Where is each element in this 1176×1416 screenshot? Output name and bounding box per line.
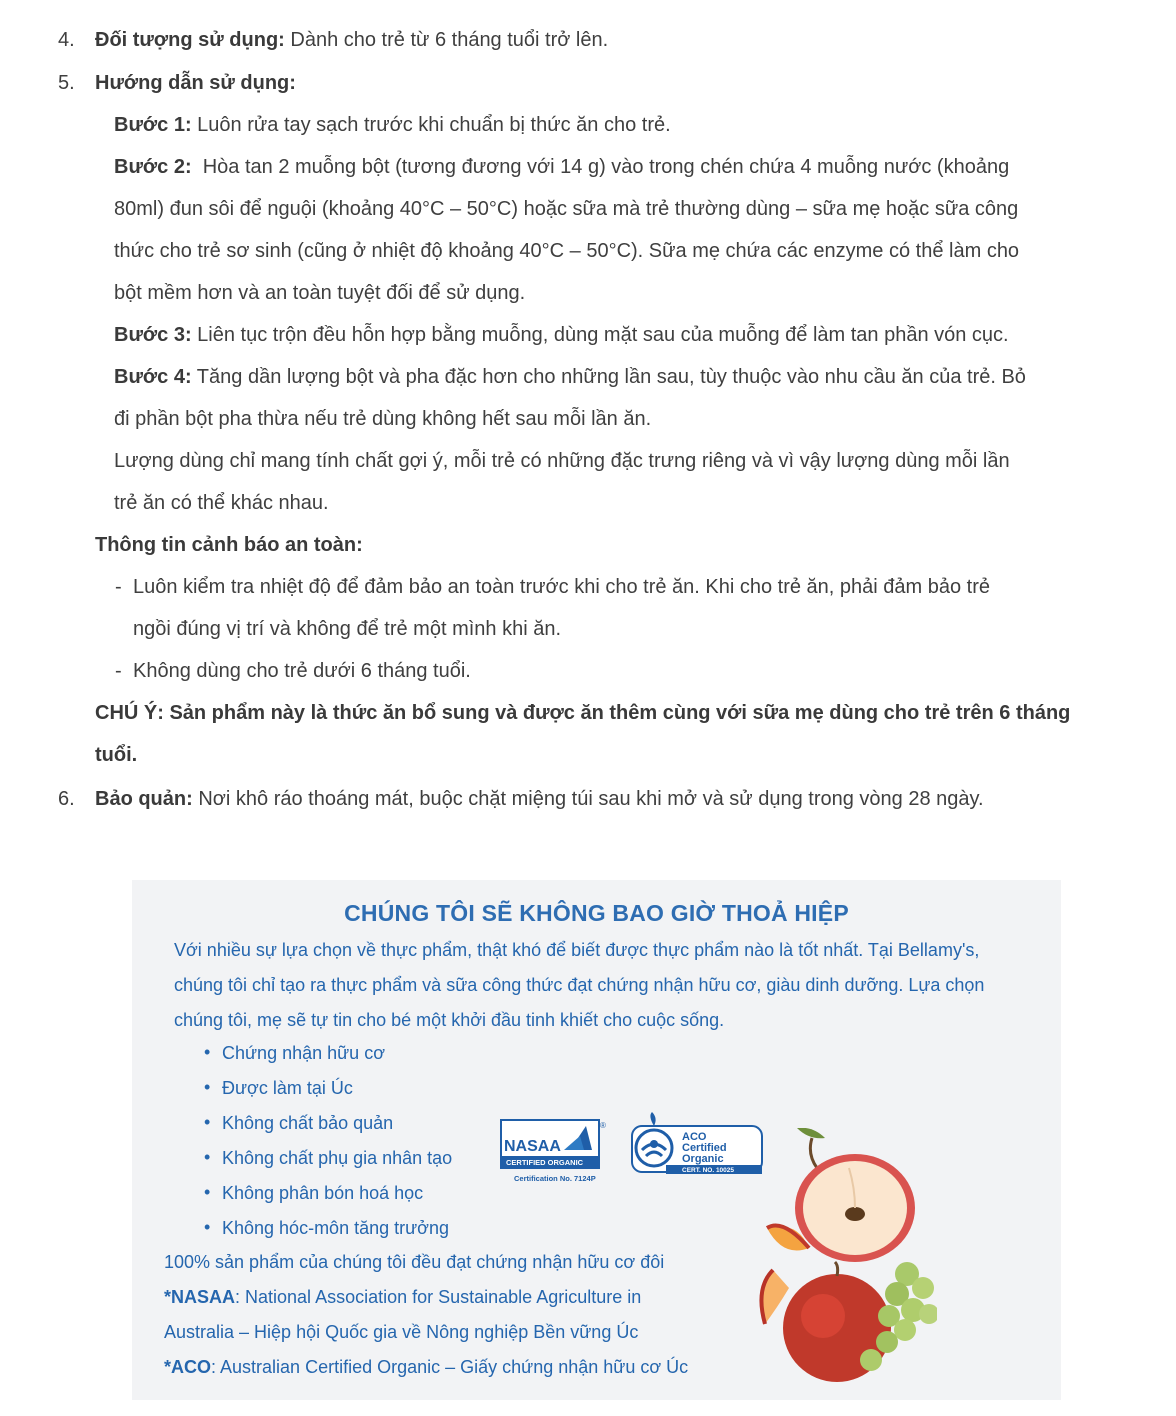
bullet-icon: •	[204, 1077, 211, 1097]
step-2-text: Hòa tan 2 muỗng bột (tương đương với 14 g) vào trong chén chứa 4 muỗng nước (khoảng	[191, 156, 1010, 178]
fruit-illustration-graphic	[737, 1128, 937, 1390]
section-6-number: 6.	[58, 788, 75, 810]
feature-item: Không chất bảo quản	[222, 1113, 394, 1133]
step-4	[114, 363, 1026, 391]
banner-intro-line-2: chúng tôi chỉ tạo ra thực phẩm và sữa công thức đạt chứng nhận hữu cơ, giàu dinh dưỡng. Lựa chọn	[174, 975, 985, 995]
nasaa-logo-name: NASAA	[504, 1138, 561, 1155]
caution-note: CHÚ Ý: Sản phẩm này là thức ăn bổ sung và được ăn thêm cùng với sữa mẹ dùng cho trẻ trên 6 tháng	[95, 702, 1071, 724]
double-certified-note: 100% sản phẩm của chúng tôi đều đạt chứng nhận hữu cơ đôi	[164, 1252, 665, 1272]
safety-item-1-line-2: ngồi đúng vị trí và không để trẻ một mình khi ăn.	[133, 618, 562, 640]
step-2-label: Bước 2:	[114, 156, 192, 178]
feature-item: Không phân bón hoá học	[222, 1183, 424, 1203]
section-6-label: Bảo quản:	[95, 788, 193, 810]
step-2	[114, 153, 1009, 181]
section-4-number: 4.	[58, 29, 75, 51]
step-4-label: Bước 4:	[114, 366, 192, 388]
section-4-text: Dành cho trẻ từ 6 tháng tuổi trở lên.	[284, 29, 609, 51]
feature-item: Chứng nhận hữu cơ	[222, 1043, 386, 1063]
nasaa-logo-sub: CERTIFIED ORGANIC	[506, 1158, 584, 1167]
banner-intro-line-1: Với nhiều sự lựa chọn về thực phẩm, thật khó để biết được thực phẩm nào là tốt nhất. Tại Bellamy's,	[174, 940, 980, 960]
bullet-icon: •	[204, 1217, 211, 1237]
step-1	[114, 111, 671, 139]
feature-item: Không hóc-môn tăng trưởng	[222, 1218, 449, 1238]
step-1-text: Luôn rửa tay sạch trước khi chuẩn bị thức ăn cho trẻ.	[191, 114, 671, 136]
nasaa-logo	[500, 1118, 610, 1188]
safety-item-2-text: Không dùng cho trẻ dưới 6 tháng tuổi.	[133, 660, 471, 682]
step-3-text: Liên tục trộn đều hỗn hợp bằng muỗng, dùng mặt sau của muỗng để làm tan phần vón cục.	[191, 324, 1009, 346]
step-3-label: Bước 3:	[114, 324, 192, 346]
aco-logo-line-2: Certified	[682, 1142, 727, 1154]
banner-title: CHÚNG TÔI SẼ KHÔNG BAO GIỜ THOẢ HIỆP	[344, 900, 849, 926]
feature-item: Không chất phụ gia nhân tạo	[222, 1148, 453, 1168]
section-5-label: Hướng dẫn sử dụng:	[95, 72, 296, 94]
aco-logo-line-3: Organic	[682, 1153, 724, 1165]
bullet-icon: •	[204, 1147, 211, 1167]
feature-item: Được làm tại Úc	[222, 1078, 353, 1098]
step-2-line-2: 80ml) đun sôi để nguội (khoảng 40°C – 50°C) hoặc sữa mà trẻ thường dùng – sữa mẹ hoặc sữa công	[114, 198, 1019, 220]
dash-bullet: -	[115, 660, 122, 682]
nasaa-logo-graphic	[500, 1118, 610, 1188]
step-1-label: Bước 1:	[114, 114, 192, 136]
banner-intro-line-3: chúng tôi, mẹ sẽ tự tin cho bé một khởi đầu tinh khiết cho cuộc sống.	[174, 1010, 725, 1030]
fruit-illustration	[737, 1128, 937, 1390]
safety-heading: Thông tin cảnh báo an toàn:	[95, 534, 363, 556]
step-2-line-4: bột mềm hơn và an toàn tuyệt đối để sử dụng.	[114, 282, 526, 304]
promo-banner	[132, 880, 1061, 1400]
section-6-text: Nơi khô ráo thoáng mát, buộc chặt miệng túi sau khi mở và sử dụng trong vòng 28 ngày.	[192, 788, 984, 810]
step-2-line-3: thức cho trẻ sơ sinh (cũng ở nhiệt độ khoảng 40°C – 50°C). Sữa mẹ chứa các enzyme có thể làm cho	[114, 240, 1020, 262]
safety-item-1-text: Luôn kiểm tra nhiệt độ để đảm bảo an toàn trước khi cho trẻ ăn. Khi cho trẻ ăn, phải đảm bảo trẻ	[133, 576, 991, 598]
bullet-icon: •	[204, 1112, 211, 1132]
aco-logo-cert: CERT. NO. 10025	[682, 1167, 735, 1174]
dash-bullet: -	[115, 576, 122, 598]
step-4-line-2: đi phần bột pha thừa nếu trẻ dùng không hết sau mỗi lần ăn.	[114, 408, 652, 430]
aco-logo-line-1: ACO	[682, 1131, 707, 1143]
nasaa-logo-cert: Certification No. 7124P	[514, 1174, 596, 1183]
step-4-text: Tăng dần lượng bột và pha đặc hơn cho những lần sau, tùy thuộc vào nhu cầu ăn của trẻ. Bỏ	[191, 366, 1026, 388]
dosage-note-line-2: trẻ ăn có thể khác nhau.	[114, 492, 329, 514]
bullet-icon: •	[204, 1182, 211, 1202]
caution-note-line-2: tuổi.	[95, 744, 138, 766]
section-4-label: Đối tượng sử dụng:	[95, 29, 285, 51]
step-3	[114, 321, 1009, 349]
nasaa-footnote: *NASAA: National Association for Sustainable Agriculture in	[164, 1287, 642, 1307]
nasaa-footnote-line-2: Australia – Hiệp hội Quốc gia về Nông nghiệp Bền vững Úc	[164, 1322, 639, 1342]
nasaa-logo-reg: ®	[600, 1121, 606, 1130]
bullet-icon: •	[204, 1042, 211, 1062]
section-5-number: 5.	[58, 72, 75, 94]
dosage-note: Lượng dùng chỉ mang tính chất gợi ý, mỗi trẻ có những đặc trưng riêng và vì vậy lượng dùng mỗi lần	[114, 450, 1010, 472]
aco-footnote: *ACO: Australian Certified Organic – Giấy chứng nhận hữu cơ Úc	[164, 1357, 689, 1377]
